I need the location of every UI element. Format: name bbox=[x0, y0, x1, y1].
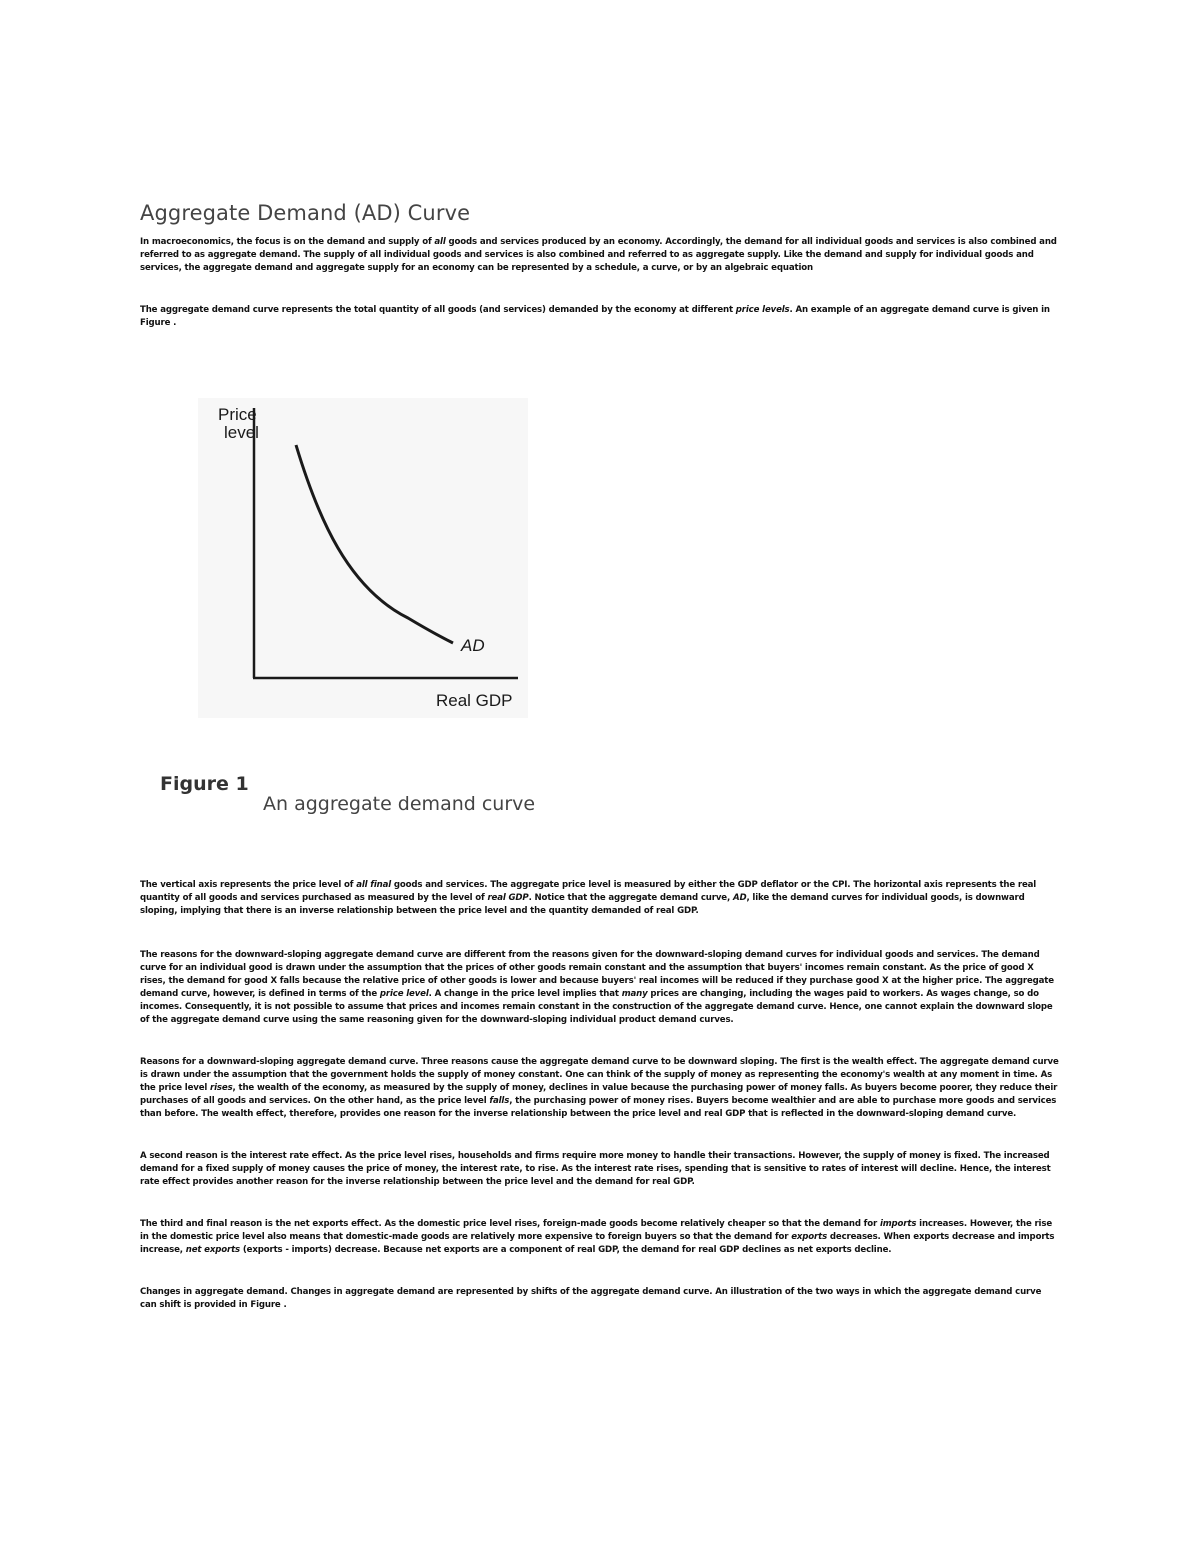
paragraph-net-exports-effect: The third and final reason is the net exports effect. As the domestic price level rises, foreign-made goods become relatively cheaper so that the demand for imports increases. However, the rise in the domestic price level also means that domestic-made goods are relatively more expensive to foreign buyers so that the demand for exports decreases. When exports decrease and imports increase, net exports (exports - imports) decrease. Because net exports are a component of real GDP, the demand for real GDP declines as net exports decline. bbox=[140, 1219, 1055, 1255]
paragraph-axes: The vertical axis represents the price level of all final goods and services. The aggregate price level is measured by either the GDP deflator or the CPI. The horizontal axis represents the real quantity of all goods and services purchased as measured by the level of real GDP. Notice that the aggregate demand curve, AD, like the demand curves for individual goods, is downward sloping, implying that there is an inverse relationship between the price level and the quantity demanded of real GDP. bbox=[140, 880, 1037, 916]
paragraph-reasons-different: The reasons for the downward-sloping aggregate demand curve are different from the reasons given for the downward-sloping demand curves for individual goods and services. The demand curve for an individual good is drawn under the assumption that the prices of other goods remain constant and the assumption that buyers' incomes remain constant. As the price of good X rises, the demand for good X falls because the relative price of other goods is lower and because buyers' real incomes will be reduced if they purchase good X at the higher price. The aggregate demand curve, however, is defined in terms of the price level. A change in the price level implies that many prices are changing, including the wages paid to workers. As wages change, so do incomes. Consequently, it is not possible to assume that prices and incomes remain constant in the construction of the aggregate demand curve. Hence, one cannot explain the downward slope of the aggregate demand curve using the same reasoning given for the downward-sloping individual product demand curves. bbox=[140, 950, 1054, 1025]
y-axis-label-line2: level bbox=[224, 423, 259, 442]
ad-curve-figure bbox=[198, 398, 528, 718]
paragraph-interest-rate-effect: A second reason is the interest rate effect. As the price level rises, households and firms require more money to handle their transactions. However, the supply of money is fixed. The increased demand for a fixed supply of money causes the price of money, the interest rate, to rise. As the interest rate rises, spending that is sensitive to rates of interest will decline. Hence, the interest rate effect provides another reason for the inverse relationship between the price level and the demand for real GDP. bbox=[140, 1151, 1051, 1187]
figure-background bbox=[198, 398, 528, 718]
figure-caption: An aggregate demand curve bbox=[263, 793, 536, 815]
paragraph-definition: The aggregate demand curve represents the total quantity of all goods (and services) demanded by the economy at different price levels. An example of an aggregate demand curve is given in Figure . bbox=[140, 305, 1050, 328]
paragraph-intro: In macroeconomics, the focus is on the demand and supply of all goods and services produced by an economy. Accordingly, the demand for all individual goods and services is also combined and referred to as aggregate demand. The supply of all individual goods and services is also combined and referred to as aggregate supply. Like the demand and supply for individual goods and services, the aggregate demand and aggregate supply for an economy can be represented by a schedule, a curve, or by an algebraic equation bbox=[140, 237, 1057, 273]
page-title: Aggregate Demand (AD) Curve bbox=[140, 201, 471, 225]
ad-curve-label: AD bbox=[461, 636, 485, 655]
x-axis-label: Real GDP bbox=[436, 691, 513, 710]
figure-label: Figure 1 bbox=[160, 773, 249, 795]
paragraph-changes-in-ad: Changes in aggregate demand. Changes in aggregate demand are represented by shifts of the aggregate demand curve. An illustration of the two ways in which the aggregate demand curve can shift is provided in Figure . bbox=[140, 1287, 1042, 1310]
y-axis-label-line1: Price bbox=[218, 405, 257, 424]
paragraph-wealth-effect: Reasons for a downward-sloping aggregate demand curve. Three reasons cause the aggregate demand curve to be downward sloping. The first is the wealth effect. The aggregate demand curve is drawn under the assumption that the government holds the supply of money constant. One can think of the supply of money as representing the economy's wealth at any moment in time. As the price level rises, the wealth of the economy, as measured by the supply of money, declines in value because the purchasing power of money falls. As buyers become poorer, they reduce their purchases of all goods and services. On the other hand, as the price level falls, the purchasing power of money rises. Buyers become wealthier and are able to purchase more goods and services than before. The wealth effect, therefore, provides one reason for the inverse relationship between the price level and real GDP that is reflected in the downward-sloping demand curve. bbox=[140, 1057, 1059, 1119]
